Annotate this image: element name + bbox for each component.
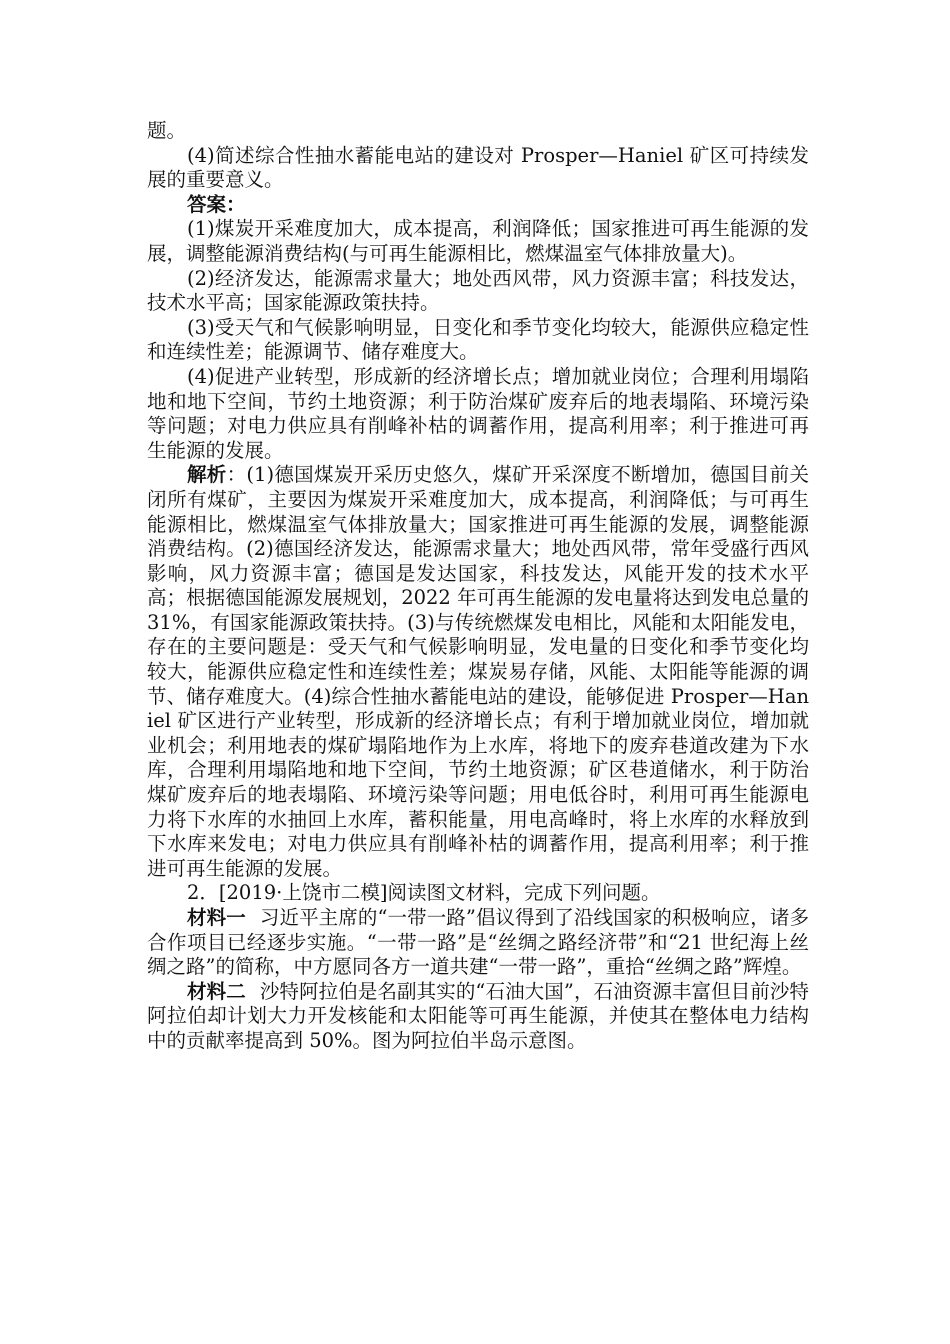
analysis-text: ：(1)德国煤炭开采历史悠久，煤矿开采深度不断增加，德国目前关闭所有煤矿，主要因为煤炭开采难度加大，成本提高，利润降低；与可再生能源相比，燃煤温室气体排放量大；国家推进可再生能源的发展，调整能源消费结构。(2)德国经济发达，能源需求量大；地处西风带，常年受盛行西风影响，风力资源丰富；德国是发达国家，科技发达，风能开发的技术水平高；根据德国能源发展规划，2022 年可再生能源的发电量将达到发电总量的 31%，有国家能源政策扶持。(3)与传统燃煤发电相比，风能和太阳能发电，存在的主要问题是：受天气和气候影响明显，发电量的日变化和季节变化均较大，能源供应稳定性和连续性差；煤炭易存储，风能、太阳能等能源的调节、储存难度大。(4)综合性抽水蓄能电站的建设，能够促进 Prosper—Haniel 矿区进行产业转型，形成新的经济增长点；有利于增加就业岗位，增加就业机会；利用地表的煤矿塌陷地作为上水库，将地下的废弃巷道改建为下水库，合理利用塌陷地和地下空间，节约土地资源；矿区巷道储水，利于防治煤矿废弃后的地表塌陷、环境污染等问题；用电低谷时，利用可再生能源电力将下水库的水抽回上水库，蓄积能量，用电高峰时，将上水库的水释放到下水库来发电；对电力供应具有削峰补枯的调蓄作用，提高利用率；利于推进可再生能源的发展。 (147, 463, 809, 880)
material-1 (147, 906, 809, 980)
question-4: (4)简述综合性抽水蓄能电站的建设对 Prosper—Haniel 矿区可持续发展的重要意义。 (147, 143, 809, 192)
answer-4: (4)促进产业转型，形成新的经济增长点；增加就业岗位；合理利用塌陷地和地下空间，节约土地资源；利于防治煤矿废弃后的地表塌陷、环境污染等问题；对电力供应具有削峰补枯的调蓄作用，提高利用率；利于推进可再生能源的发展。 (147, 364, 809, 462)
question-2-intro: 2．[2019·上饶市二模]阅读图文材料，完成下列问题。 (187, 881, 661, 905)
material-2-label: 材料二 (187, 979, 246, 1003)
answer-3: (3)受天气和气候影响明显，日变化和季节变化均较大，能源供应稳定性和连续性差；能源调节、储存难度大。 (147, 315, 809, 364)
answer-2: (2)经济发达，能源需求量大；地处西风带，风力资源丰富；科技发达，技术水平高；国家能源政策扶持。 (147, 266, 809, 315)
answer-heading (147, 193, 809, 218)
material-1-label: 材料一 (187, 906, 246, 929)
answer-1: (1)煤炭开采难度加大，成本提高，利润降低；国家推进可再生能源的发展，调整能源消费结构(与可再生能源相比，燃煤温室气体排放量大)。 (147, 217, 809, 265)
analysis-label: 解析 (187, 463, 227, 487)
material-2 (147, 980, 809, 1054)
material-2-text: 沙特阿拉伯是名副其实的“石油大国”，石油资源丰富但目前沙特阿拉伯却计划大力开发核能和太阳能等可再生能源，并使其在整体电力结构中的贡献率提高到 50%。图为阿拉伯半岛示意图。 (147, 979, 809, 1052)
analysis-paragraph (147, 463, 809, 881)
material-1-text: 习近平主席的“一带一路”倡议得到了沿线国家的积极响应，诸多合作项目已经逐步实施。“一带一路”是“丝绸之路经济带”和“21 世纪海上丝绸之路”的简称，中方愿同各方一道共建“一带一路”，重拾“丝绸之路”辉煌。 (147, 906, 809, 979)
document-page (147, 119, 809, 1054)
continued-line: 题。 (147, 119, 187, 142)
answer-label: 答案： (187, 192, 246, 216)
